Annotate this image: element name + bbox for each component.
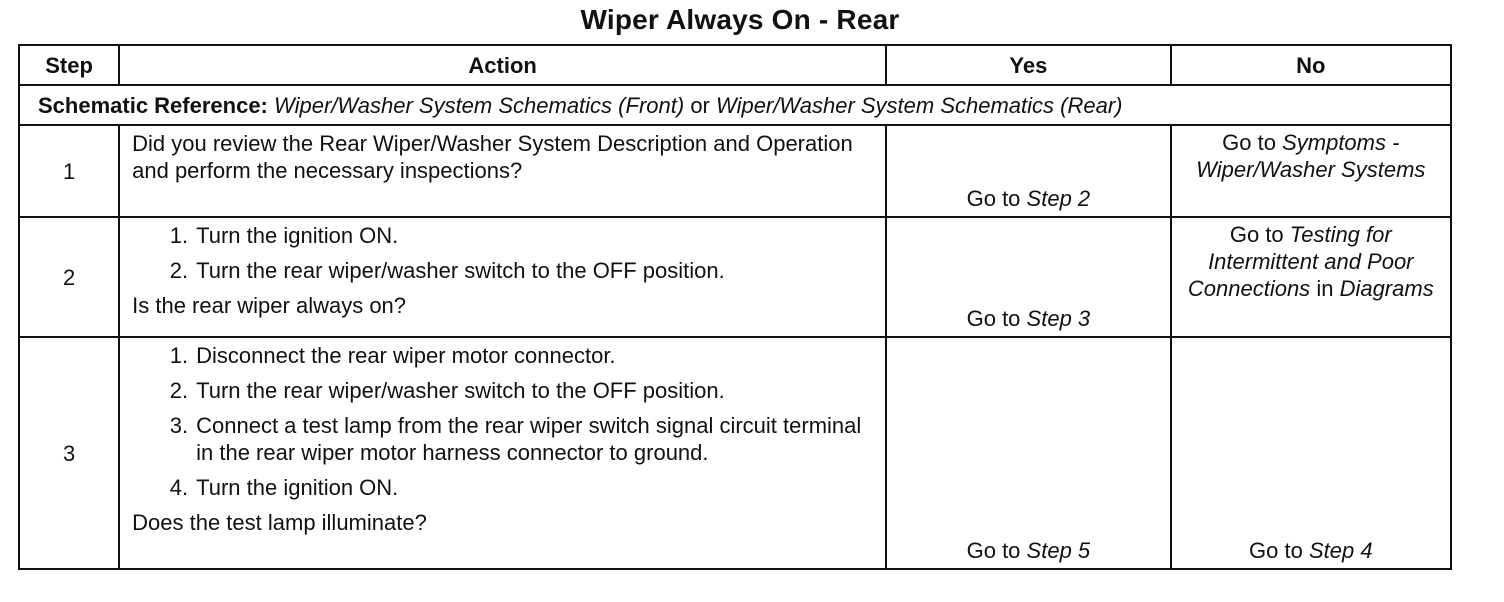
no-link[interactable]: Symptoms - Wiper/Washer Systems <box>1196 130 1426 182</box>
yes-prefix: Go to <box>966 538 1021 563</box>
schematic-link-front[interactable]: Wiper/Washer System Schematics (Front) <box>274 92 685 118</box>
header-action: Action <box>119 45 886 85</box>
yes-cell <box>886 337 1170 569</box>
action-cell <box>119 337 886 569</box>
table-row <box>19 337 1451 569</box>
no-prefix: Go to <box>1249 538 1303 563</box>
substep-number: 1. <box>169 223 189 248</box>
no-link[interactable]: Step 4 <box>1308 538 1373 563</box>
no-link-diagrams[interactable]: Diagrams <box>1339 276 1434 301</box>
no-cell <box>1171 125 1451 217</box>
substep-number: 4. <box>169 475 189 500</box>
action-cell <box>119 217 886 337</box>
step-number: 2 <box>19 217 119 337</box>
substep-text: Turn the rear wiper/washer switch to the OFF position. <box>196 258 725 283</box>
page-title: Wiper Always On - Rear <box>580 4 900 35</box>
action-cell <box>119 125 886 217</box>
substep-text: Turn the ignition ON. <box>196 475 399 500</box>
substep-list <box>132 222 875 284</box>
substep-number: 1. <box>169 343 189 368</box>
header-row <box>19 45 1451 85</box>
no-mid: in <box>1316 276 1334 301</box>
schematic-reference-label: Schematic Reference: <box>38 92 268 118</box>
yes-cell <box>886 217 1170 337</box>
step-number: 1 <box>19 125 119 217</box>
step-number: 3 <box>19 337 119 569</box>
schematic-joiner: or <box>690 92 710 118</box>
no-prefix: Go to <box>1222 130 1276 155</box>
substep-text: Turn the ignition ON. <box>196 223 399 248</box>
yes-link[interactable]: Step 2 <box>1026 186 1091 211</box>
header-no: No <box>1171 45 1451 85</box>
schematic-link-rear[interactable]: Wiper/Washer System Schematics (Rear) <box>716 92 1123 118</box>
substep-text: Disconnect the rear wiper motor connector. <box>196 343 616 368</box>
substep-number: 2. <box>169 378 189 403</box>
substep <box>132 342 875 369</box>
no-cell <box>1171 337 1451 569</box>
substep-number: 3. <box>169 413 189 438</box>
yes-cell <box>886 125 1170 217</box>
schematic-reference <box>19 85 1451 125</box>
action-text: Did you review the Rear Wiper/Washer System Description and Operation and perform the necessary inspections? <box>132 131 853 183</box>
diagnostic-table <box>18 44 1452 570</box>
substep <box>132 474 875 501</box>
header-step: Step <box>19 45 119 85</box>
table-row <box>19 217 1451 337</box>
yes-link[interactable]: Step 5 <box>1026 538 1091 563</box>
schematic-reference-row <box>19 85 1451 125</box>
substep-number: 2. <box>169 258 189 283</box>
substep <box>132 377 875 404</box>
yes-prefix: Go to <box>966 306 1021 331</box>
no-link[interactable]: Testing for Intermittent and Poor Connections <box>1187 222 1414 301</box>
substep-text: Connect a test lamp from the rear wiper switch signal circuit terminal in the rear wiper motor harness connector to ground. <box>196 413 862 465</box>
header-yes: Yes <box>886 45 1170 85</box>
question-text: Does the test lamp illuminate? <box>132 510 427 535</box>
table-row <box>19 125 1451 217</box>
question-text: Is the rear wiper always on? <box>132 293 407 318</box>
yes-prefix: Go to <box>966 186 1021 211</box>
substep <box>132 222 875 249</box>
substep-text: Turn the rear wiper/washer switch to the OFF position. <box>196 378 725 403</box>
substep <box>132 257 875 284</box>
substep-list <box>132 342 875 501</box>
no-prefix: Go to <box>1229 222 1284 247</box>
yes-link[interactable]: Step 3 <box>1026 306 1091 331</box>
substep <box>132 412 875 466</box>
no-cell <box>1171 217 1451 337</box>
